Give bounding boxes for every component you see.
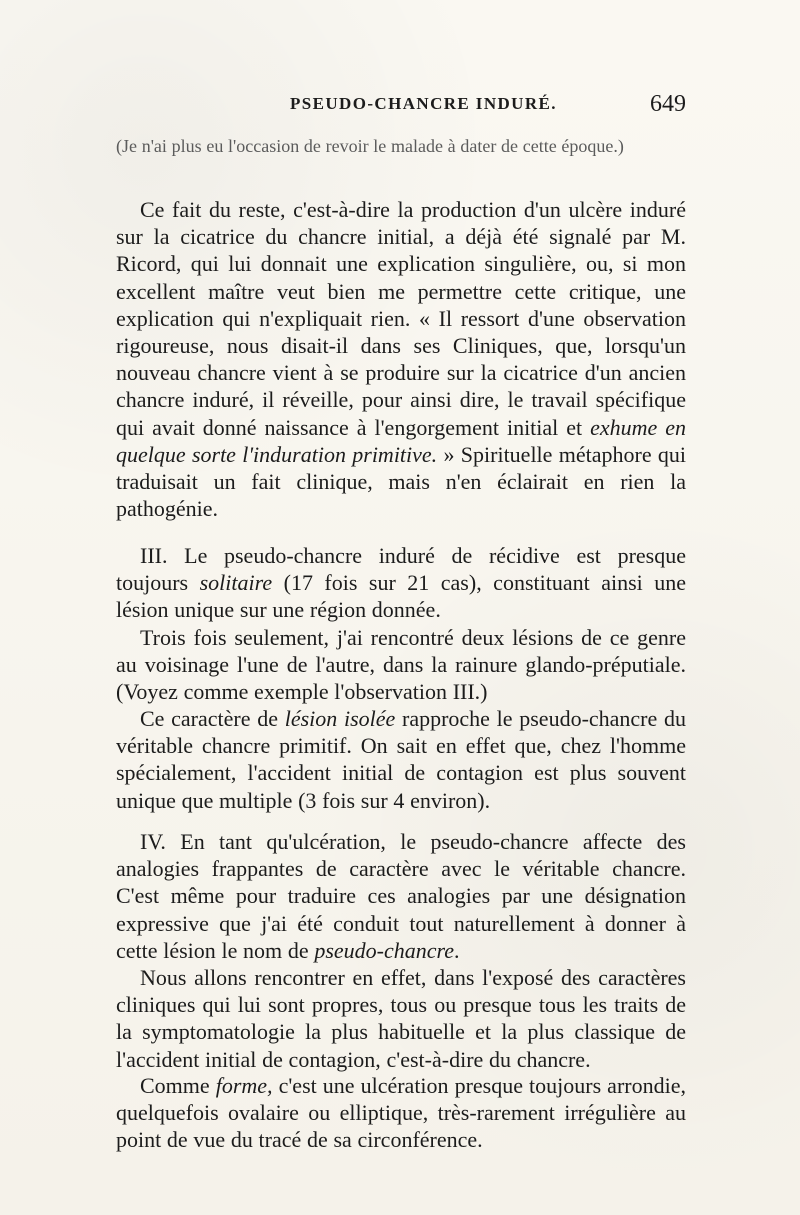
running-title: PSEUDO-CHANCRE INDURÉ. <box>290 94 557 113</box>
paragraph-6 <box>116 964 686 1073</box>
paragraph-4-italic: lésion isolée <box>284 706 396 731</box>
paragraph-1 <box>116 196 686 522</box>
running-header <box>116 91 686 120</box>
paragraph-6-text: Nous allons rencontrer en effet, dans l'exposé des caractères cliniques qui lui sont propres, tous ou presque tous les traits de la symptomatologie la plus habituelle et la plus classique de l'accident initial de contagion, c'est-à-dire du chancre. <box>116 965 686 1072</box>
paragraph-5-italic: pseudo-chancre <box>314 937 455 963</box>
paragraph-3 <box>116 624 686 706</box>
paragraph-2-text-after: (17 fois sur 21 cas), constituant ainsi une lésion unique sur une région donnée. <box>116 570 687 623</box>
note-text: (Je n'ai plus eu l'occasion de revoir le malade à dater de cette époque.) <box>116 136 624 156</box>
paragraph-4-text: Ce caractère de <box>140 706 285 731</box>
paragraph-3-text: Trois fois seulement, j'ai rencontré deux lésions de ce genre au voisinage l'une de l'autre, dans la rainure glando-préputiale. (Voyez comme exemple l'observation III.) <box>116 625 686 705</box>
paragraph-7-italic: forme, <box>215 1073 273 1098</box>
paragraph-4-text-after: rapproche le pseudo-chancre du véritable chancre primitif. On sait en effet que, chez l'homme spécialement, l'accident initial de contagion est plus souvent unique que multiple (3 fois sur 4 environ). <box>116 706 686 813</box>
paragraph-5-text: IV. En tant qu'ulcération, le pseudo-chancre affecte des analogies frappantes de caractère avec le véritable chancre. C'est même pour traduire ces analogies par une désignation expressive que j'ai été conduit tout naturellement à donner à cette lésion le nom de <box>116 829 686 963</box>
paragraph-1-italic: exhume en quelque sorte l'induration primitive. <box>116 414 686 467</box>
paragraph-1-text-after: » Spirituelle métaphore qui traduisait un fait clinique, mais n'en éclairait en rien la pathogénie. <box>116 441 686 522</box>
paragraph-1-text: Ce fait du reste, c'est-à-dire la production d'un ulcère induré sur la cicatrice du chancre initial, a déjà été signalé par M. Ricord, qui lui donnait une explication singulière, ou, si mon excellent maître veut bien me permettre cette critique, une explication qui n'expliquait rien. « Il ressort d'une observation rigoureuse, nous disait-il dans ses Cliniques, que, lorsqu'un nouveau chancre vient à se produire sur la cicatrice d'un ancien chancre induré, il réveille, pour ainsi dire, le travail spécifique qui avait donné naissance à l'engorgement initial et <box>116 197 686 440</box>
paragraph-4 <box>116 705 686 814</box>
paragraph-5-text-after: . <box>454 937 460 963</box>
page-number: 649 <box>650 91 686 117</box>
paragraph-7-text-after: c'est une ulcération presque toujours arrondie, quelquefois ovalaire ou elliptique, très-rarement irrégulière au point de vue du tracé de sa circonférence. <box>116 1073 686 1153</box>
paragraph-7 <box>116 1072 686 1154</box>
paragraph-5 <box>116 828 686 964</box>
paragraph-2-italic: solitaire <box>199 570 273 596</box>
note-paragraph <box>116 134 686 158</box>
paragraph-2 <box>116 542 686 624</box>
paragraph-7-text: Comme <box>140 1073 216 1098</box>
paragraph-2-text: III. Le pseudo-chancre induré de récidive est presque toujours <box>116 543 686 596</box>
